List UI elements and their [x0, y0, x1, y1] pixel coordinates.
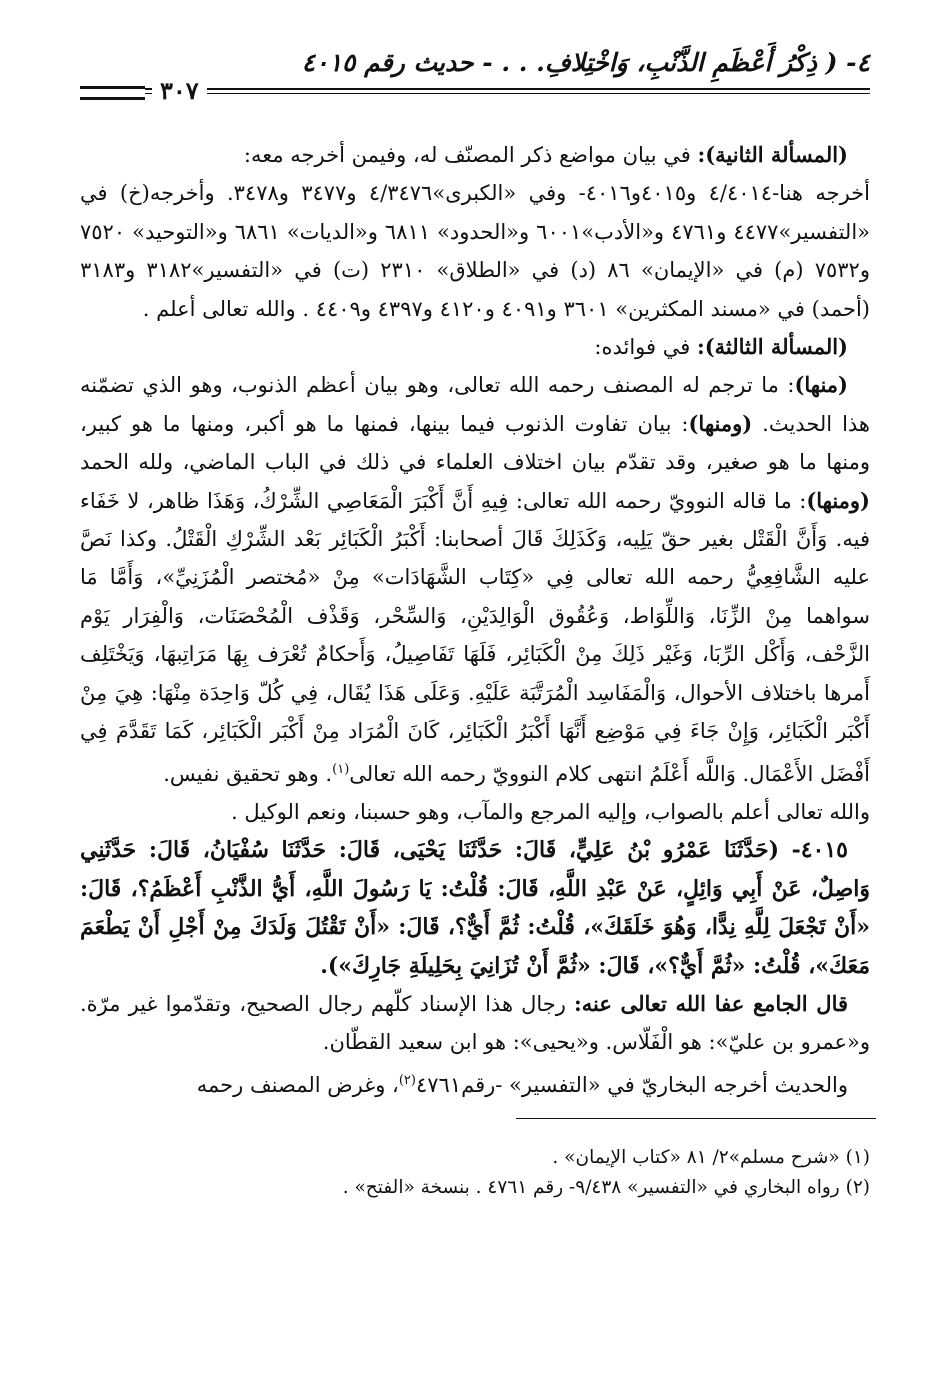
paragraph-text: والله تعالى أعلم بالصواب، وإليه المرجع والمآب، وهو حسبنا، ونعم الوكيل . [231, 799, 870, 824]
footnote-marker[interactable]: (١) [332, 761, 350, 777]
paragraph [80, 174, 870, 328]
paragraph [80, 793, 870, 831]
footnote-separator [516, 1118, 876, 1119]
page [80, 48, 870, 1203]
inline-label: (ومنها) [806, 487, 870, 513]
paragraph-text: . وهو تحقيق نفيس. [163, 761, 333, 786]
paragraph-text: : ما ترجم له المصنف رحمه الله تعالى، وهو بيان أعظم الذنوب، وهو الذي تضمّنه هذا الحديث. [80, 373, 870, 436]
paragraph-text: رجال هذا الإسناد كلّهم رجال الصحيح، وتقدّموا غير مرّة. و«عمرو بن عليّ»: هو الْفَلّاس. و«يحيى»: هو ابن سعيد القطّان. [80, 991, 870, 1055]
paragraph-text: : ما قاله النوويّ رحمه الله تعالى: فِيهِ أَنَّ أَكْبَرَ الْمَعَاصِي الشِّرْكُ، وَهَذَا ظاهر، لا خَفَاء فيه. وَأَنَّ الْقَتْل بغير حقّ يَلِيه، وَكَذَلِكَ قَالَ أصحابنا: أَكْبَرُ الْكَبَائِر بَعْد الشِّرْكِ الْقَتْلُ. وكذا نَصَّ عليه الشَّافِعِيُّ رحمه الله تعالى فِي «كِتَاب الشَّهَادَات» مِنْ «مُختصر الْمُزَنِيِّ»، وَأَمَّا مَا سواهما مِنْ الزِّنَا، وَاللِّوَاط، وَعُقُوق الْوَالِدَيْنِ، وَالسِّحْر، وَقَذْف الْمُحْصَنَات، وَالْفِرَار يَوْم الزَّحْف، وَأَكْل الرِّبَا، وَغَيْر ذَلِكَ مِنْ الْكَبَائِر، فَلَهَا تَفَاصِيلُ، وَأَحكامٌ تُعْرَف بِهَا مَرَاتِبهَا، وَيَخْتَلِف أَمرها باختلاف الأحوال، وَالْمَفَاسِد الْمُرَتَّبَة عَلَيْهِ. وَعَلَى هَذَا يُقَال، فِي كُلّ وَاحِدَة مِنْهَا: هِيَ مِنْ أَكْبَر الْكَبَائِر، وَإِنْ جَاءَ فِي مَوْضِع أَنَّهَا أَكْبَرُ الْكَبَائِر، كَانَ الْمُرَاد مِنْ أَكْبَر الْكَبَائِر، كَمَا تَقَدَّمَ فِي أَفْضَل الأَعْمَال. وَاللَّه أَعْلَمُ انتهى كلام النوويّ رحمه الله تعالى [80, 488, 870, 786]
paragraph [80, 328, 870, 366]
paragraph [80, 136, 870, 174]
paragraph [80, 1062, 870, 1104]
footnote-marker[interactable]: (٢) [398, 1072, 416, 1088]
footnote-item: (١) «شرح مسلم»٢/ ٨١ «كتاب الإيمان» . [552, 1147, 870, 1169]
page-number: ٣٠٧ [152, 76, 207, 105]
paragraph [80, 366, 870, 792]
hadith-text [80, 831, 870, 985]
paragraph-text: في فوائده: [594, 335, 697, 360]
section-label: قال الجامع عفا الله تعالى عنه: [573, 990, 849, 1016]
footnotes [80, 1143, 870, 1203]
paragraph-text: : بيان تفاوت الذنوب فيما بينها، فمنها ما هو أكبر، ومنها ما هو كبير، ومنها ما هو صغير، وقد تقدّم بيان اختلاف العلماء في ذلك في الباب الماضي، ولله الحمد [80, 411, 870, 475]
paragraph [80, 985, 870, 1062]
paragraph-text: في بيان مواضع ذكر المصنّف له، وفيمن أخرجه معه: [243, 143, 698, 167]
inline-label: (منها) [794, 372, 848, 398]
running-title: ٤- ( ذِكْرُ أَعْظَمِ الذَّنْبِ، وَاخْتِلافِ. . . - حديث رقم ٤٠١٥ [301, 48, 870, 77]
main-text [80, 136, 870, 1104]
paragraph-text: والحديث أخرجه البخاريّ في «التفسير» -رقم٤٧٦١ [415, 1072, 848, 1097]
paragraph-text: ، وغرض المصنف رحمه [196, 1072, 399, 1097]
section-label: (المسألة الثانية): [697, 142, 848, 167]
header-double-bar [80, 86, 145, 100]
inline-label: (ومنها) [688, 410, 753, 436]
hadith-body: ٤٠١٥- (حَدَّثَنَا عَمْرُو بْنُ عَلِيٍّ، قَالَ: حَدَّثَنَا يَحْيَى، قَالَ: حَدَّثَنَا سُفْيَانُ، قَالَ: حَدَّثَنِي وَاصِلٌ، عَنْ أَبِي وَائِلٍ، عَنْ عَبْدِ اللَّهِ، قَالَ: قُلْتُ: يَا رَسُولَ اللَّهِ، أَيُّ الذَّنْبِ أَعْظَمُ؟، قَالَ: «أَنْ تَجْعَلَ لِلَّهِ نِدًّا، وَهُوَ خَلَقَكَ»، قُلْتُ: ثُمَّ أَيٌّ؟، قَالَ: «أَنْ تَقْتُلَ وَلَدَكَ مِنْ أَجْلِ أَنْ يَطْعَمَ مَعَكَ»، قُلْتُ: «ثُمَّ أَيٌّ؟»، قَالَ: «ثُمَّ أَنْ تُزَانِيَ بِحَلِيلَةِ جَارِكَ»). [80, 837, 870, 979]
footnote-item: (٢) رواه البخاري في «التفسير» ٩/٤٣٨- رقم ٤٧٦١ . بنسخة «الفتح» . [342, 1177, 870, 1199]
section-label: (المسألة الثالثة): [696, 334, 848, 360]
page-header [80, 48, 870, 104]
paragraph-text: أخرجه هنا-٤/٤٠١٤ و٤٠١٥و٤٠١٦- وفي «الكبرى»٤/٣٤٧٦ و٣٤٧٧ و٣٤٧٨. وأخرجه(خ) في «التفسير»٤٤٧٧ و٤٧٦١ و«الأدب»٦٠٠١ و«الحدود» ٦٨١١ و«الديات» ٦٨٦١ و«التوحيد» ٧٥٢٠ و٧٥٣٢ (م) في «الإيمان» ٨٦ (د) في «الطلاق» ٢٣١٠ (ت) في «التفسير»٣١٨٢ و٣١٨٣ (أحمد) في «مسند المكثرين» ٣٦٠١ و٤٠٩١ و٤١٢٠ و٤٣٩٧ و٤٤٠٩ . والله تعالى أعلم . [80, 181, 870, 321]
